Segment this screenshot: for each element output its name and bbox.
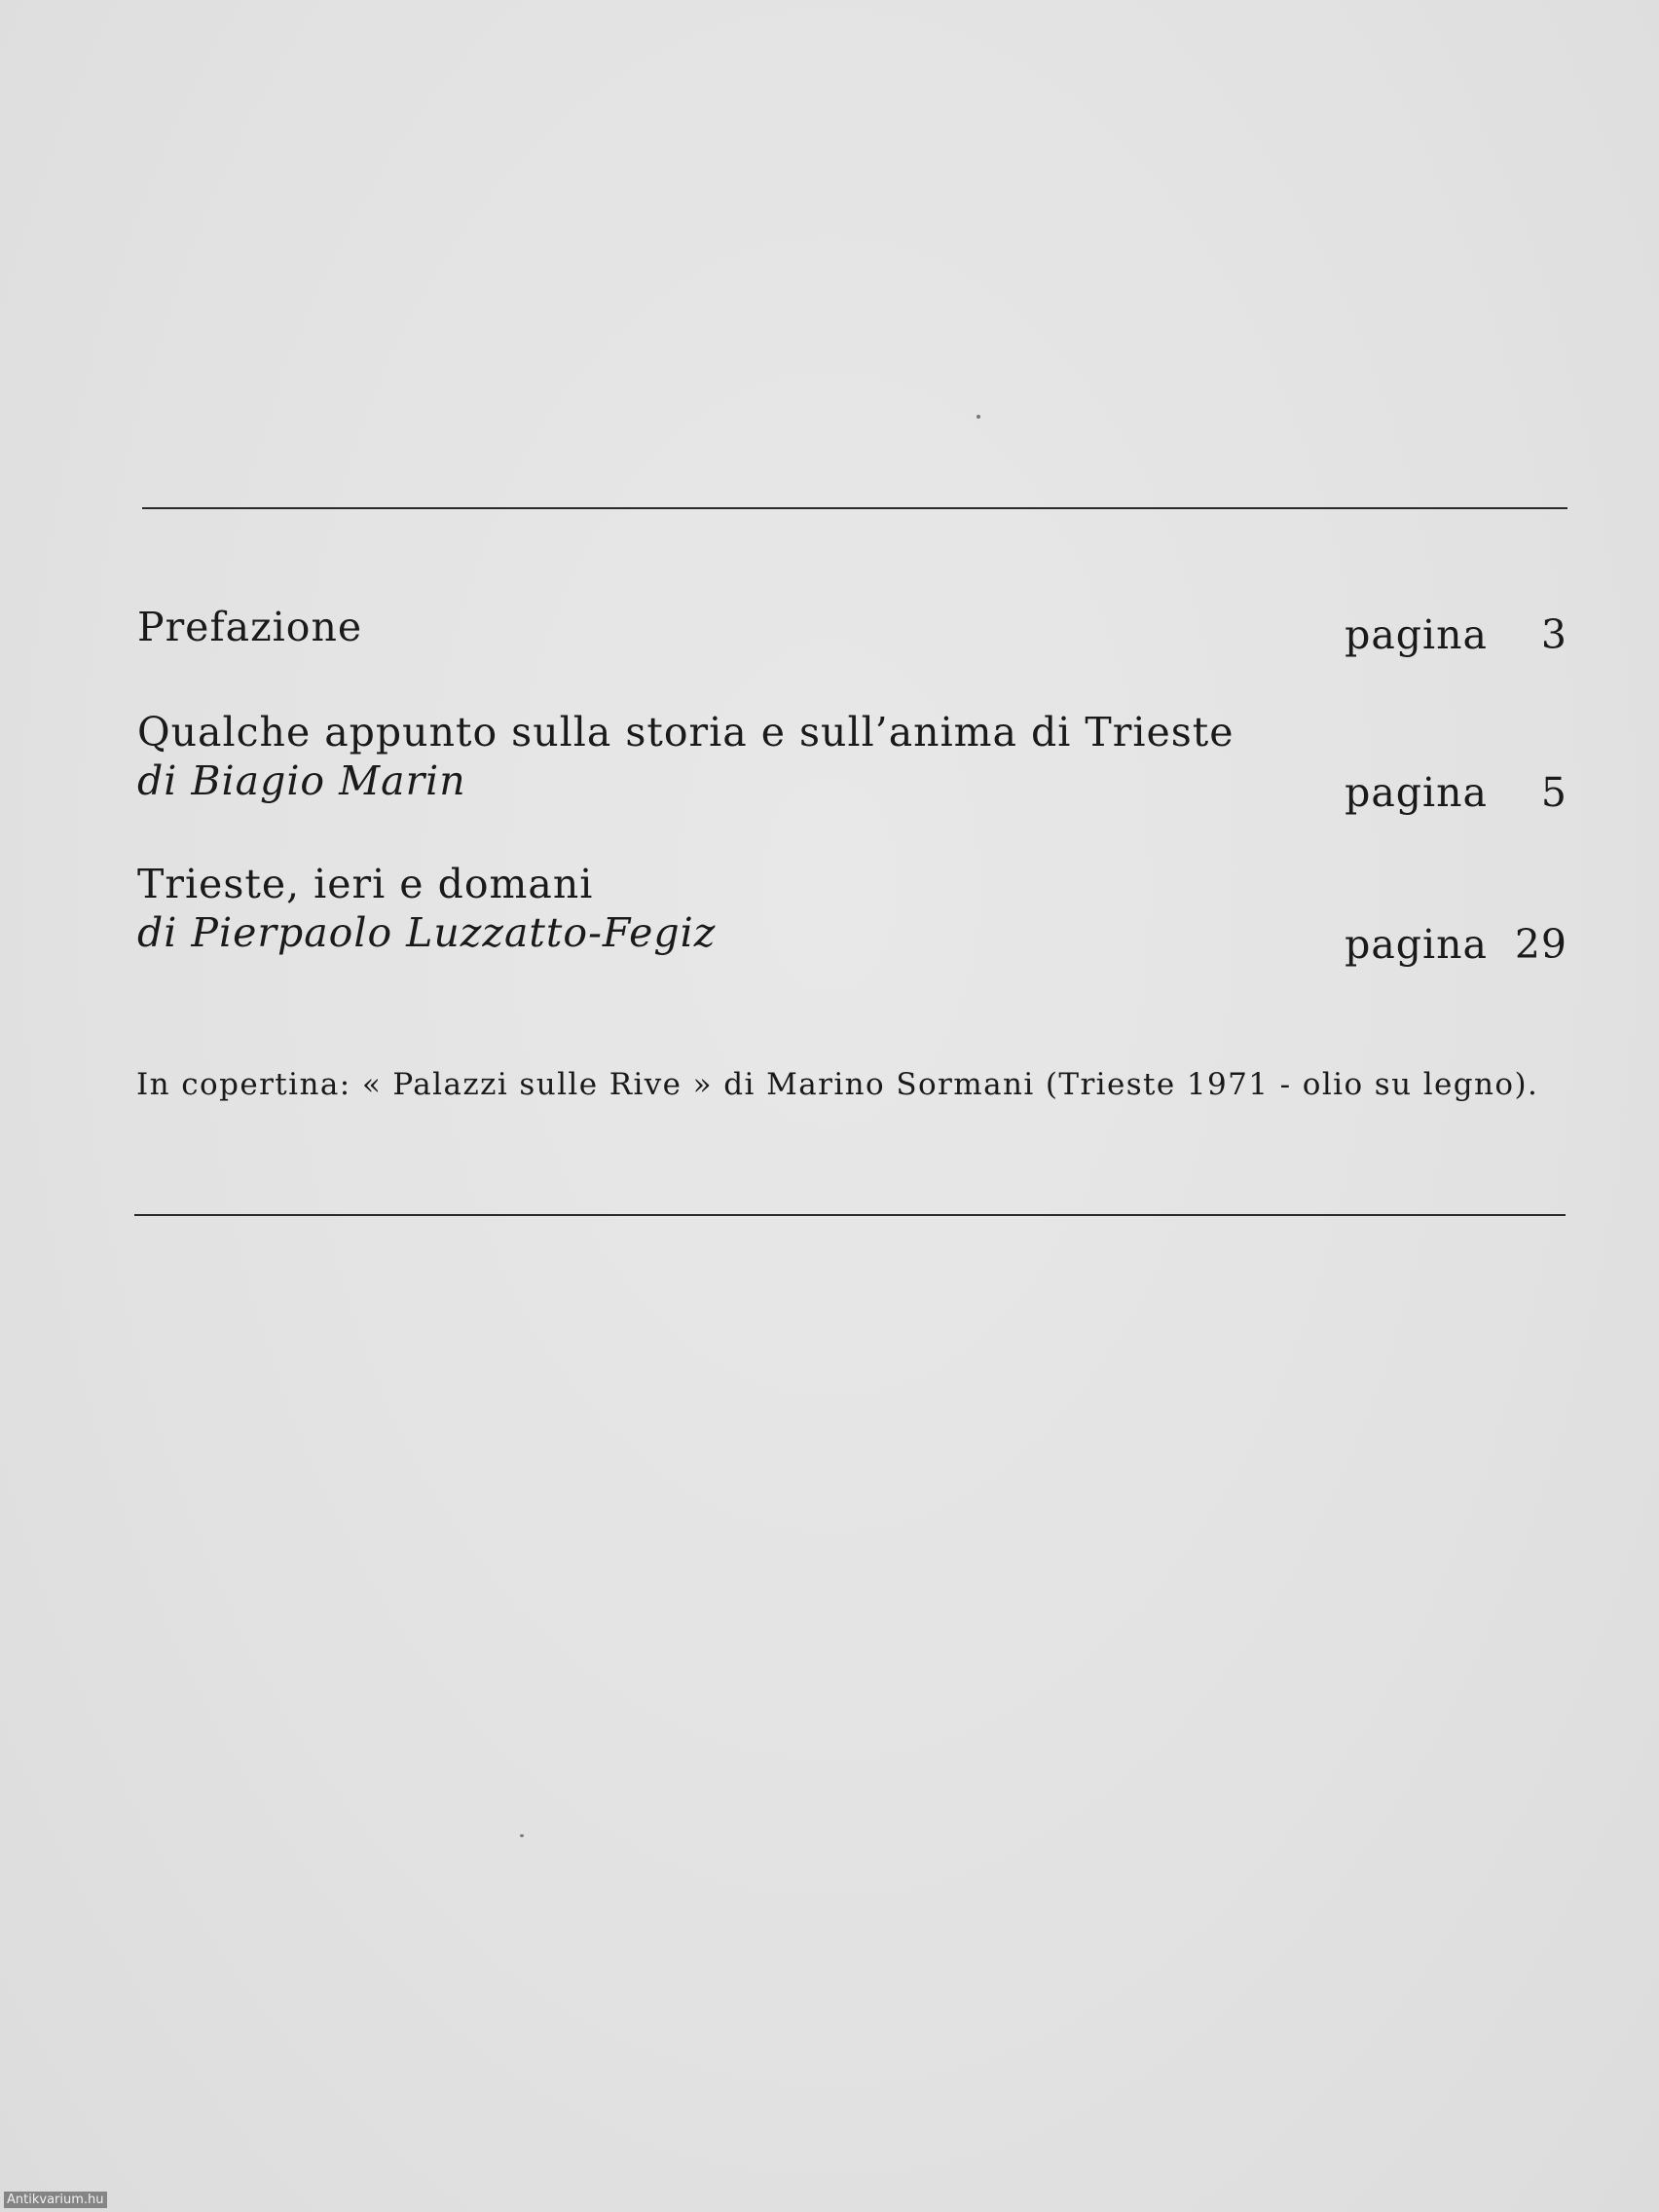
page-label: pagina: [1345, 921, 1488, 968]
toc-entry-title: Prefazione: [137, 604, 363, 650]
top-rule: [142, 507, 1567, 509]
page-label: pagina: [1345, 769, 1488, 816]
paper-speck: [520, 1834, 524, 1837]
toc-entry-page: [1345, 769, 1567, 816]
watermark-text: Antikvarium.hu: [4, 2192, 107, 2208]
bottom-rule: [134, 1214, 1566, 1216]
toc-entry-marin: [137, 709, 1567, 816]
toc-entry-page: [1345, 921, 1567, 968]
cover-note: In copertina: « Palazzi sulle Rive » di Marino Sormani (Trieste 1971 - olio su legno).: [136, 1067, 1539, 1102]
page-number: 5: [1540, 769, 1567, 816]
page-label: pagina: [1345, 611, 1488, 658]
toc-entry-title: Qualche appunto sulla storia e sull’anima di Trieste: [137, 709, 1235, 756]
page-number: 29: [1514, 921, 1567, 968]
toc-entry-luzzatto-fegiz: [137, 861, 1567, 968]
toc-entry-title: Trieste, ieri e domani: [137, 861, 594, 907]
toc-entry-page: [1345, 611, 1567, 658]
toc-entry-author: di Pierpaolo Luzzatto-Fegiz: [137, 909, 717, 956]
page-number: 3: [1540, 611, 1567, 658]
toc-entry-author: di Biagio Marin: [137, 757, 466, 804]
paper-speck: [977, 415, 980, 419]
toc-entry-prefazione: [137, 604, 1567, 662]
